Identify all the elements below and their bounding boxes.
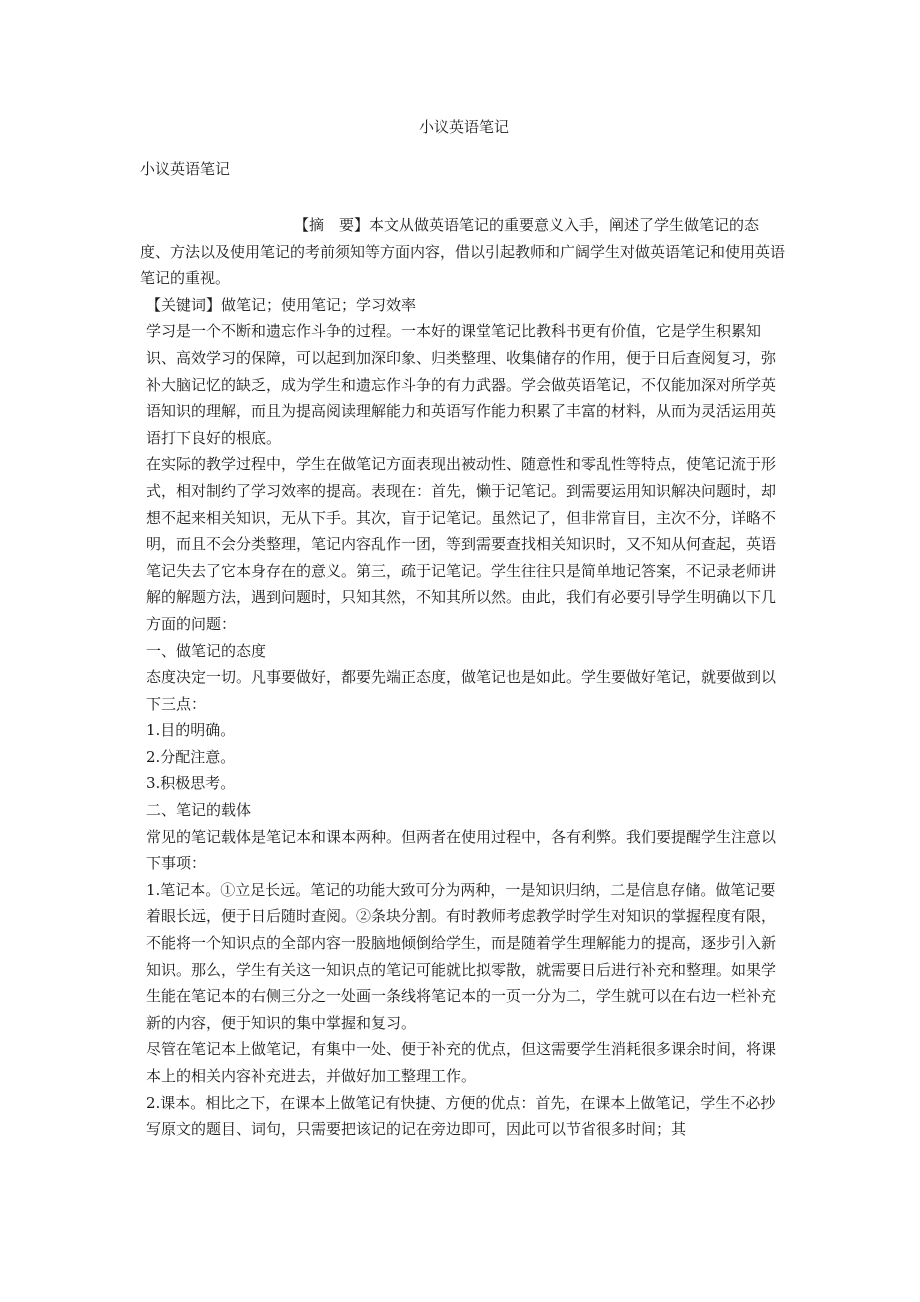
keywords-text: 做笔记；使用笔记；学习效率 — [221, 295, 417, 314]
body-paragraph: 在实际的教学过程中，学生在做笔记方面表现出被动性、随意性和零乱性等特点，使笔记流于形式，相对制约了学习效率的提高。表现在：首先，懒于记笔记。到需要运用知识解决问题时，却想不起来相关知识，无从下手。其次，盲于记笔记。虽然记了，但非常盲目，主次不分，详略不明，而且不会分类整理，笔记内容乱作一团，等到需要查找相关知识时，又不知从何查起，英语笔记失去了它本身存在的意义。第三，疏于记笔记。学生往往只是简单地记答案，不记录老师讲解的解题方法，遇到问题时，只知其然，不知其所以然。由此，我们有必要引导学生明确以下几方面的问题： — [146, 455, 777, 633]
body-paragraph: 1.笔记本。①立足长远。笔记的功能大致可分为两种，一是知识归纳，二是信息存储。做笔记要着眼长远，便于日后随时查阅。②条块分割。有时教师考虑教学时学生对知识的掌握程度有限，不能将一个知识点的全部内容一股脑地倾倒给学生，而是随着学生理解能力的提高，逐步引入新知识。那么，学生有关这一知识点的笔记可能就比拟零散，就需要日后进行补充和整理。如果学生能在笔记本的右侧三分之一处画一条线将笔记本的一页一分为二，学生就可以在右边一栏补充新的内容，便于知识的集中掌握和复习。 — [146, 880, 777, 1032]
body-paragraph: 尽管在笔记本上做笔记，有集中一处、便于补充的优点，但这需要学生消耗很多课余时间，将课本上的相关内容补充进去，并做好加工整理工作。 — [146, 1040, 777, 1085]
abstract-paragraph — [140, 212, 788, 292]
list-item: 3.积极思考。 — [146, 774, 236, 793]
list-item: 2.分配注意。 — [146, 747, 236, 766]
keywords-label: 【关键词】 — [146, 295, 222, 314]
abstract-label: 【摘 要】 — [294, 216, 370, 234]
body-paragraph: 态度决定一切。凡事要做好，都要先端正态度，做笔记也是如此。学生要做好笔记，就要做到以下三点： — [146, 668, 777, 713]
body-paragraph: 2.课本。相比之下，在课本上做笔记有快捷、方便的优点：首先，在课本上做笔记，学生不必抄写原文的题目、词句，只需要把该记的记在旁边即可，因此可以节省很多时间；其 — [146, 1093, 776, 1139]
document-subtitle: 小议英语笔记 — [140, 160, 231, 178]
keywords-paragraph — [140, 292, 788, 319]
abstract-text: 本文从做英语笔记的重要意义入手，阐述了学生做笔记的态度、方法以及使用笔记的考前须知等方面内容，借以引起教师和广阔学生对做英语笔记和使用英语笔记的重视。 — [140, 216, 786, 288]
document-title: 小议英语笔记 — [418, 118, 509, 136]
body-paragraph: 学习是一个不断和遗忘作斗争的过程。一本好的课堂笔记比教科书更有价值，它是学生积累知识、高效学习的保障，可以起到加深印象、归类整理、收集储存的作用，便于日后查阅复习，弥补大脑记忆的缺乏，成为学生和遗忘作斗争的有力武器。学会做英语笔记，不仅能加深对所学英语知识的理解，而且为提高阅读理解能力和英语写作能力积累了丰富的材料，从而为灵活运用英语打下良好的根底。 — [146, 322, 777, 447]
section-heading: 二、笔记的载体 — [146, 801, 252, 820]
body-paragraph: 常见的笔记载体是笔记本和课本两种。但两者在使用过程中，各有利弊。我们要提醒学生注意以下事项： — [146, 827, 777, 873]
list-item: 1.目的明确。 — [146, 721, 236, 740]
document-body — [140, 212, 788, 1143]
section-heading: 一、做笔记的态度 — [146, 641, 267, 660]
